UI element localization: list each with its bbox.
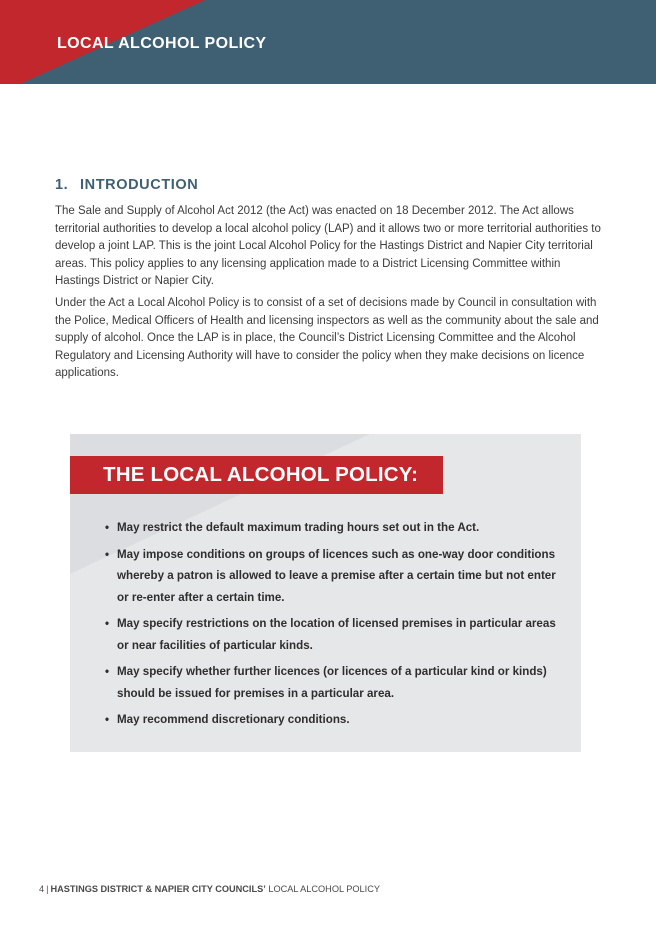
bullet-icon: •: [105, 547, 110, 561]
policy-list: [105, 517, 565, 736]
page-footer: [39, 884, 380, 894]
bullet-icon: •: [105, 521, 110, 534]
section-heading: [55, 177, 198, 193]
list-item-text: May recommend discretionary conditions.: [117, 713, 350, 726]
page-number: 4: [39, 884, 45, 894]
intro-paragraph-2: Under the Act a Local Alcohol Policy is to consist of a set of decisions made by Council in consultation with the Police, Medical Officers of Health and licensing inspectors as well as the community about the sale and supply of alcohol. Once the LAP is in place, the Council’s District Licensing Committee and the Alcohol Regulatory and Licensing Authority will have to consider the policy when they make decisions on licence applications.: [55, 297, 599, 380]
footer-doc-title: LOCAL ALCOHOL POLICY: [268, 884, 380, 894]
list-item-text: May impose conditions on groups of licences such as one-way door conditions whereby a patron is allowed to leave a premise after a certain time but not enter or re-enter after a certain time.: [117, 547, 556, 604]
policy-callout-box: [70, 434, 581, 752]
list-item: [105, 613, 565, 656]
intro-paragraph-1: The Sale and Supply of Alcohol Act 2012 (the Act) was enacted on 18 December 2012. The Act allows territorial authorities to develop a local alcohol policy (LAP) and it allows two or more territorial authorities to develop a joint LAP. This is the joint Local Alcohol Policy for the Hastings District and Napier City territorial areas. This policy applies to any licensing application made to a District Licensing Committee within Hastings District or Napier City.: [55, 205, 601, 288]
list-item: [105, 709, 565, 731]
footer-councils: HASTINGS DISTRICT & NAPIER CITY COUNCILS’: [50, 884, 266, 894]
page-header: [0, 0, 656, 84]
list-item: [105, 517, 565, 539]
list-item-text: May restrict the default maximum trading hours set out in the Act.: [117, 521, 480, 534]
section-number: 1.: [55, 177, 69, 193]
callout-title: THE LOCAL ALCOHOL POLICY:: [70, 456, 443, 494]
bullet-icon: •: [105, 665, 110, 678]
list-item: [105, 661, 565, 704]
bullet-icon: •: [105, 713, 110, 726]
header-title: LOCAL ALCOHOL POLICY: [57, 35, 267, 52]
list-item-text: May specify whether further licences (or licences of a particular kind or kinds) should be issued for premises in a particular area.: [117, 665, 547, 700]
section-title: INTRODUCTION: [80, 177, 199, 193]
footer-separator: |: [46, 884, 49, 894]
list-item: [105, 544, 565, 609]
bullet-icon: •: [105, 617, 110, 630]
list-item-text: May specify restrictions on the location of licensed premises in particular areas or near facilities of particular kinds.: [117, 617, 556, 652]
